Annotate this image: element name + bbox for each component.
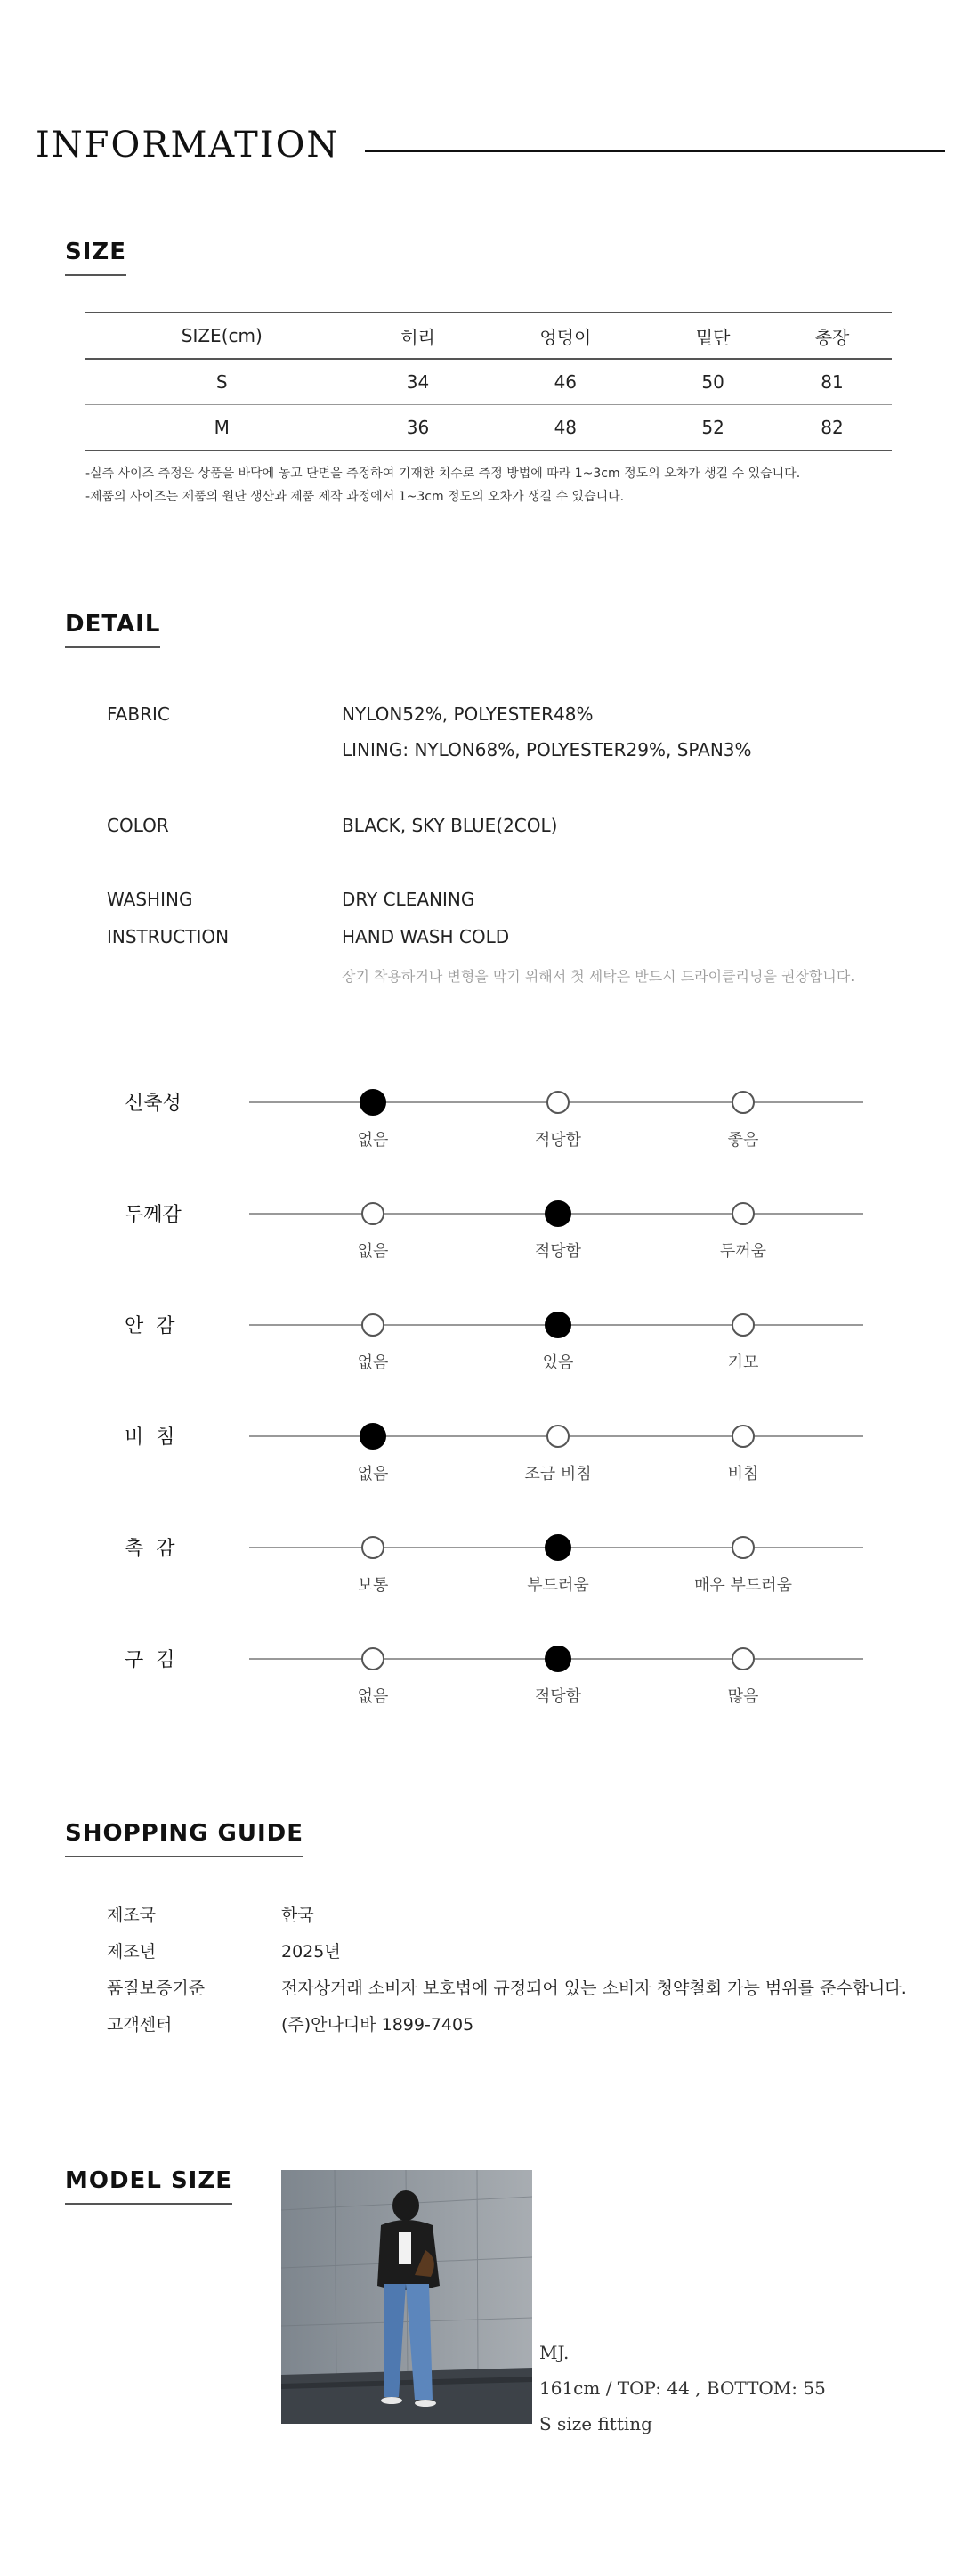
shopping-value: (주)안나디바 1899-7405 bbox=[281, 2015, 474, 2035]
scale-label: 비 침 bbox=[125, 1426, 175, 1449]
color-label: COLOR bbox=[107, 815, 169, 836]
lining-value: LINING: NYLON68%, POLYESTER29%, SPAN3% bbox=[342, 739, 752, 760]
size-note: -실측 사이즈 측정은 상품을 바닥에 놓고 단면을 측정하여 기재한 치수로 측정 방법에 따라 1~3cm 정도의 오차가 생길 수 있습니다. bbox=[85, 467, 801, 481]
scale-dot bbox=[546, 1425, 570, 1448]
scale-label: 신축성 bbox=[125, 1093, 182, 1115]
model-spec: 161cm / TOP: 44 , BOTTOM: 55 bbox=[539, 2377, 826, 2399]
model-name: MJ. bbox=[539, 2342, 570, 2363]
size-cell: 52 bbox=[653, 405, 773, 451]
scale-dot bbox=[732, 1536, 755, 1559]
size-section-title: SIZE bbox=[65, 239, 126, 276]
size-cell: S bbox=[85, 359, 359, 405]
washing-value: DRY CLEANING bbox=[342, 889, 475, 910]
scale-option-label: 적당함 bbox=[534, 1131, 582, 1150]
scale-dot bbox=[361, 1313, 384, 1337]
scale-option-label: 매우 부드러움 bbox=[693, 1576, 793, 1595]
page-title: INFORMATION bbox=[36, 125, 340, 166]
scale-dot bbox=[732, 1091, 755, 1114]
scale-option-label: 두꺼움 bbox=[719, 1242, 767, 1261]
scale-option-label: 없음 bbox=[357, 1242, 389, 1261]
size-note: -제품의 사이즈는 제품의 원단 생산과 제품 제작 과정에서 1~3cm 정도의 오차가 생길 수 있습니다. bbox=[85, 490, 625, 504]
title-divider bbox=[365, 150, 945, 152]
scale-option-label: 없음 bbox=[357, 1353, 389, 1372]
scale-dot bbox=[732, 1313, 755, 1337]
model-photo bbox=[281, 2170, 532, 2424]
scale-option-label: 적당함 bbox=[534, 1687, 582, 1706]
scale-dot-selected bbox=[360, 1089, 386, 1116]
scale-dot bbox=[361, 1536, 384, 1559]
scale-dot-selected bbox=[545, 1312, 571, 1338]
scale-dot bbox=[732, 1425, 755, 1448]
size-table bbox=[85, 312, 892, 451]
scale-dot bbox=[361, 1202, 384, 1225]
scale-dot-selected bbox=[360, 1423, 386, 1450]
washing-value: HAND WASH COLD bbox=[342, 926, 510, 947]
instruction-label: INSTRUCTION bbox=[107, 926, 230, 947]
washing-label: WASHING bbox=[107, 889, 193, 910]
scale-dot bbox=[361, 1647, 384, 1670]
scale-option-label: 기모 bbox=[727, 1353, 759, 1372]
size-cell: 46 bbox=[477, 359, 653, 405]
scale-option-label: 부드러움 bbox=[527, 1576, 589, 1595]
size-col-header: 엉덩이 bbox=[477, 313, 653, 359]
scale-option-label: 없음 bbox=[357, 1131, 389, 1150]
scale-dot-selected bbox=[545, 1534, 571, 1561]
size-table-header bbox=[85, 313, 892, 359]
scale-option-label: 많음 bbox=[727, 1687, 759, 1706]
scale-dot-selected bbox=[545, 1646, 571, 1672]
scale-label: 안 감 bbox=[125, 1315, 175, 1337]
shopping-value: 2025년 bbox=[281, 1942, 341, 1962]
scale-option-label: 없음 bbox=[357, 1687, 389, 1706]
scale-label: 촉 감 bbox=[125, 1538, 175, 1560]
shopping-value: 한국 bbox=[281, 1906, 314, 1925]
scale-option-label: 있음 bbox=[542, 1353, 574, 1372]
scale-option-label: 조금 비침 bbox=[524, 1465, 592, 1483]
size-cell: 50 bbox=[653, 359, 773, 405]
fabric-value: NYLON52%, POLYESTER48% bbox=[342, 703, 594, 725]
scale-option-label: 보통 bbox=[357, 1576, 389, 1595]
scale-dot bbox=[732, 1647, 755, 1670]
shopping-value: 전자상거래 소비자 보호법에 규정되어 있는 소비자 청약철회 가능 범위를 준수합니다. bbox=[281, 1979, 907, 1998]
table-row bbox=[85, 405, 892, 451]
size-col-header: 허리 bbox=[359, 313, 478, 359]
scale-dot bbox=[732, 1202, 755, 1225]
scale-option-label: 없음 bbox=[357, 1465, 389, 1483]
scale-dot-selected bbox=[545, 1200, 571, 1227]
color-value: BLACK, SKY BLUE(2COL) bbox=[342, 815, 558, 836]
scale-option-label: 적당함 bbox=[534, 1242, 582, 1261]
scale-dot bbox=[546, 1091, 570, 1114]
scale-label: 구 김 bbox=[125, 1649, 175, 1671]
size-cell: 36 bbox=[359, 405, 478, 451]
size-col-header: 총장 bbox=[773, 313, 892, 359]
size-cell: M bbox=[85, 405, 359, 451]
washing-note: 장기 착용하거나 변형을 막기 위해서 첫 세탁은 반드시 드라이클리닝을 권장합니다. bbox=[342, 968, 855, 985]
shopping-section-title: SHOPPING GUIDE bbox=[65, 1820, 303, 1857]
size-cell: 81 bbox=[773, 359, 892, 405]
size-cell: 82 bbox=[773, 405, 892, 451]
scale-label: 두께감 bbox=[125, 1204, 182, 1226]
model-photo-illustration bbox=[281, 2170, 532, 2424]
shopping-key: 제조년 bbox=[107, 1942, 157, 1962]
scale-option-label: 좋음 bbox=[727, 1131, 759, 1150]
detail-section-title: DETAIL bbox=[65, 611, 160, 648]
shopping-key: 고객센터 bbox=[107, 2015, 173, 2035]
model-fit: S size fitting bbox=[539, 2413, 652, 2434]
table-row bbox=[85, 359, 892, 405]
size-col-header: SIZE(cm) bbox=[85, 313, 359, 359]
model-section-title: MODEL SIZE bbox=[65, 2167, 232, 2205]
size-col-header: 밑단 bbox=[653, 313, 773, 359]
size-cell: 34 bbox=[359, 359, 478, 405]
shopping-key: 품질보증기준 bbox=[107, 1979, 206, 1998]
fabric-label: FABRIC bbox=[107, 703, 170, 725]
scale-option-label: 비침 bbox=[727, 1465, 759, 1483]
size-cell: 48 bbox=[477, 405, 653, 451]
shopping-key: 제조국 bbox=[107, 1906, 157, 1925]
